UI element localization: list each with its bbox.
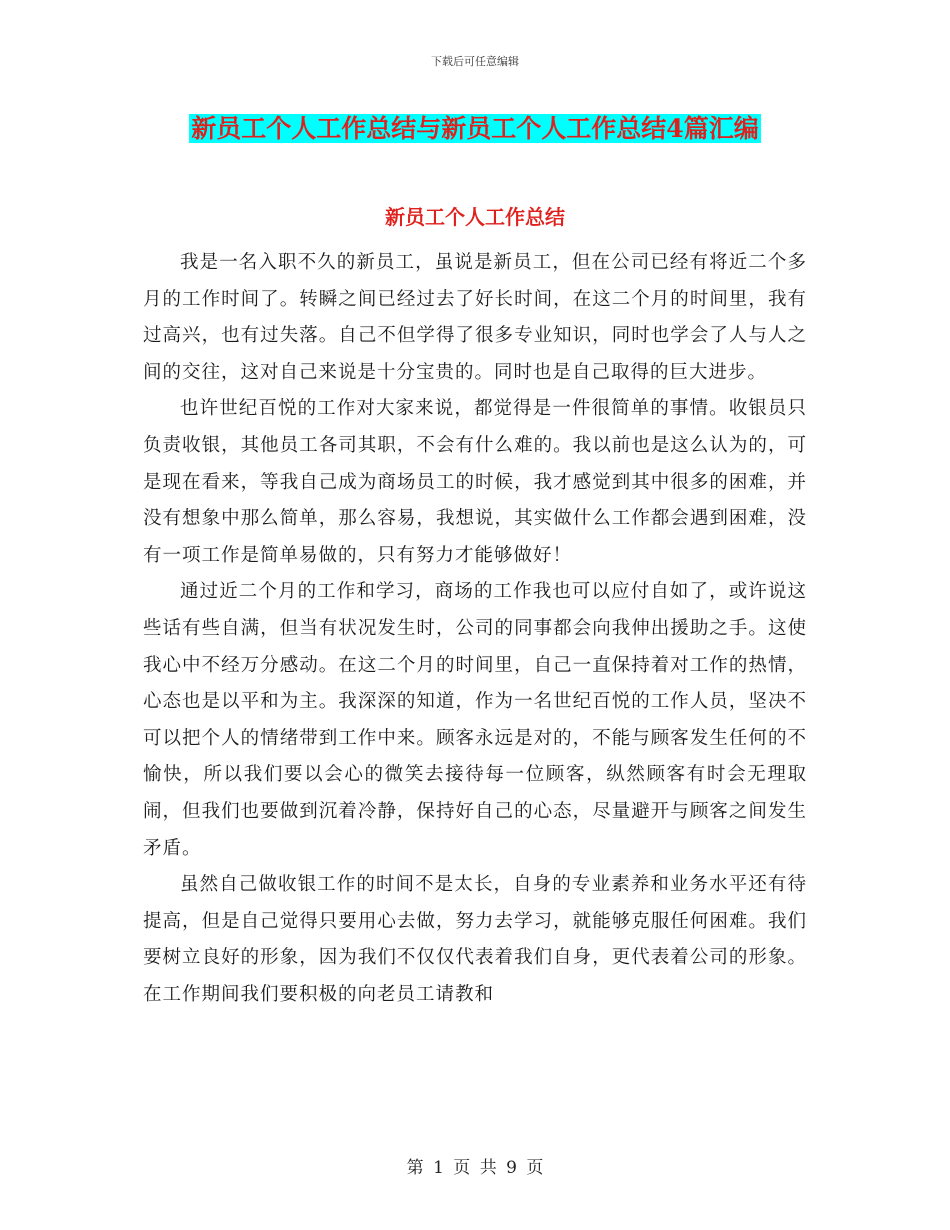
page-footer: 第 1 页 共 9 页 bbox=[406, 1158, 544, 1178]
paragraph: 也许世纪百悦的工作对大家来说，都觉得是一件很简单的事情。收银员只负责收银，其他员工各司其职，不会有什么难的。我以前也是这么认为的，可是现在看来，等我自己成为商场员工的时候，我才感觉到其中很多的困难，并没有想象中那么简单，那么容易，我想说，其实做什么工作都会遇到困难，没有一项工作是简单易做的，只有努力才能够做好！ bbox=[143, 398, 807, 566]
paragraph: 虽然自己做收银工作的时间不是太长，自身的专业素养和业务水平还有待提高，但是自己觉得只要用心去做，努力去学习，就能够克服任何困难。我们要树立良好的形象，因为我们不仅仅代表着我们自身，更代表着公司的形象。在工作期间我们要积极的向老员工请教和 bbox=[143, 874, 807, 1005]
document-title-text: 新员工个人工作总结与新员工个人工作总结4篇汇编 bbox=[191, 114, 759, 143]
section-title: 新员工个人工作总结 bbox=[385, 205, 565, 229]
page-header-note: 下载后可任意编辑 bbox=[431, 55, 519, 68]
paragraph: 我是一名入职不久的新员工，虽说是新员工，但在公司已经有将近二个多月的工作时间了。转瞬之间已经过去了好长时间，在这二个月的时间里，我有过高兴，也有过失落。自己不但学得了很多专业知识，同时也学会了人与人之间的交往，这对自己来说是十分宝贵的。同时也是自己取得的巨大进步。 bbox=[143, 252, 807, 383]
document-body bbox=[143, 245, 807, 1013]
document-title bbox=[0, 112, 950, 146]
paragraph: 通过近二个月的工作和学习，商场的工作我也可以应付自如了，或许说这些话有些自满，但当有状况发生时，公司的同事都会向我伸出援助之手。这使我心中不经万分感动。在这二个月的时间里，自己一直保持着对工作的热情，心态也是以平和为主。我深深的知道，作为一名世纪百悦的工作人员，坚决不可以把个人的情绪带到工作中来。顾客永远是对的，不能与顾客发生任何的不愉快，所以我们要以会心的微笑去接待每一位顾客，纵然顾客有时会无理取闹，但我们也要做到沉着冷静，保持好自己的心态，尽量避开与顾客之间发生矛盾。 bbox=[143, 581, 807, 859]
